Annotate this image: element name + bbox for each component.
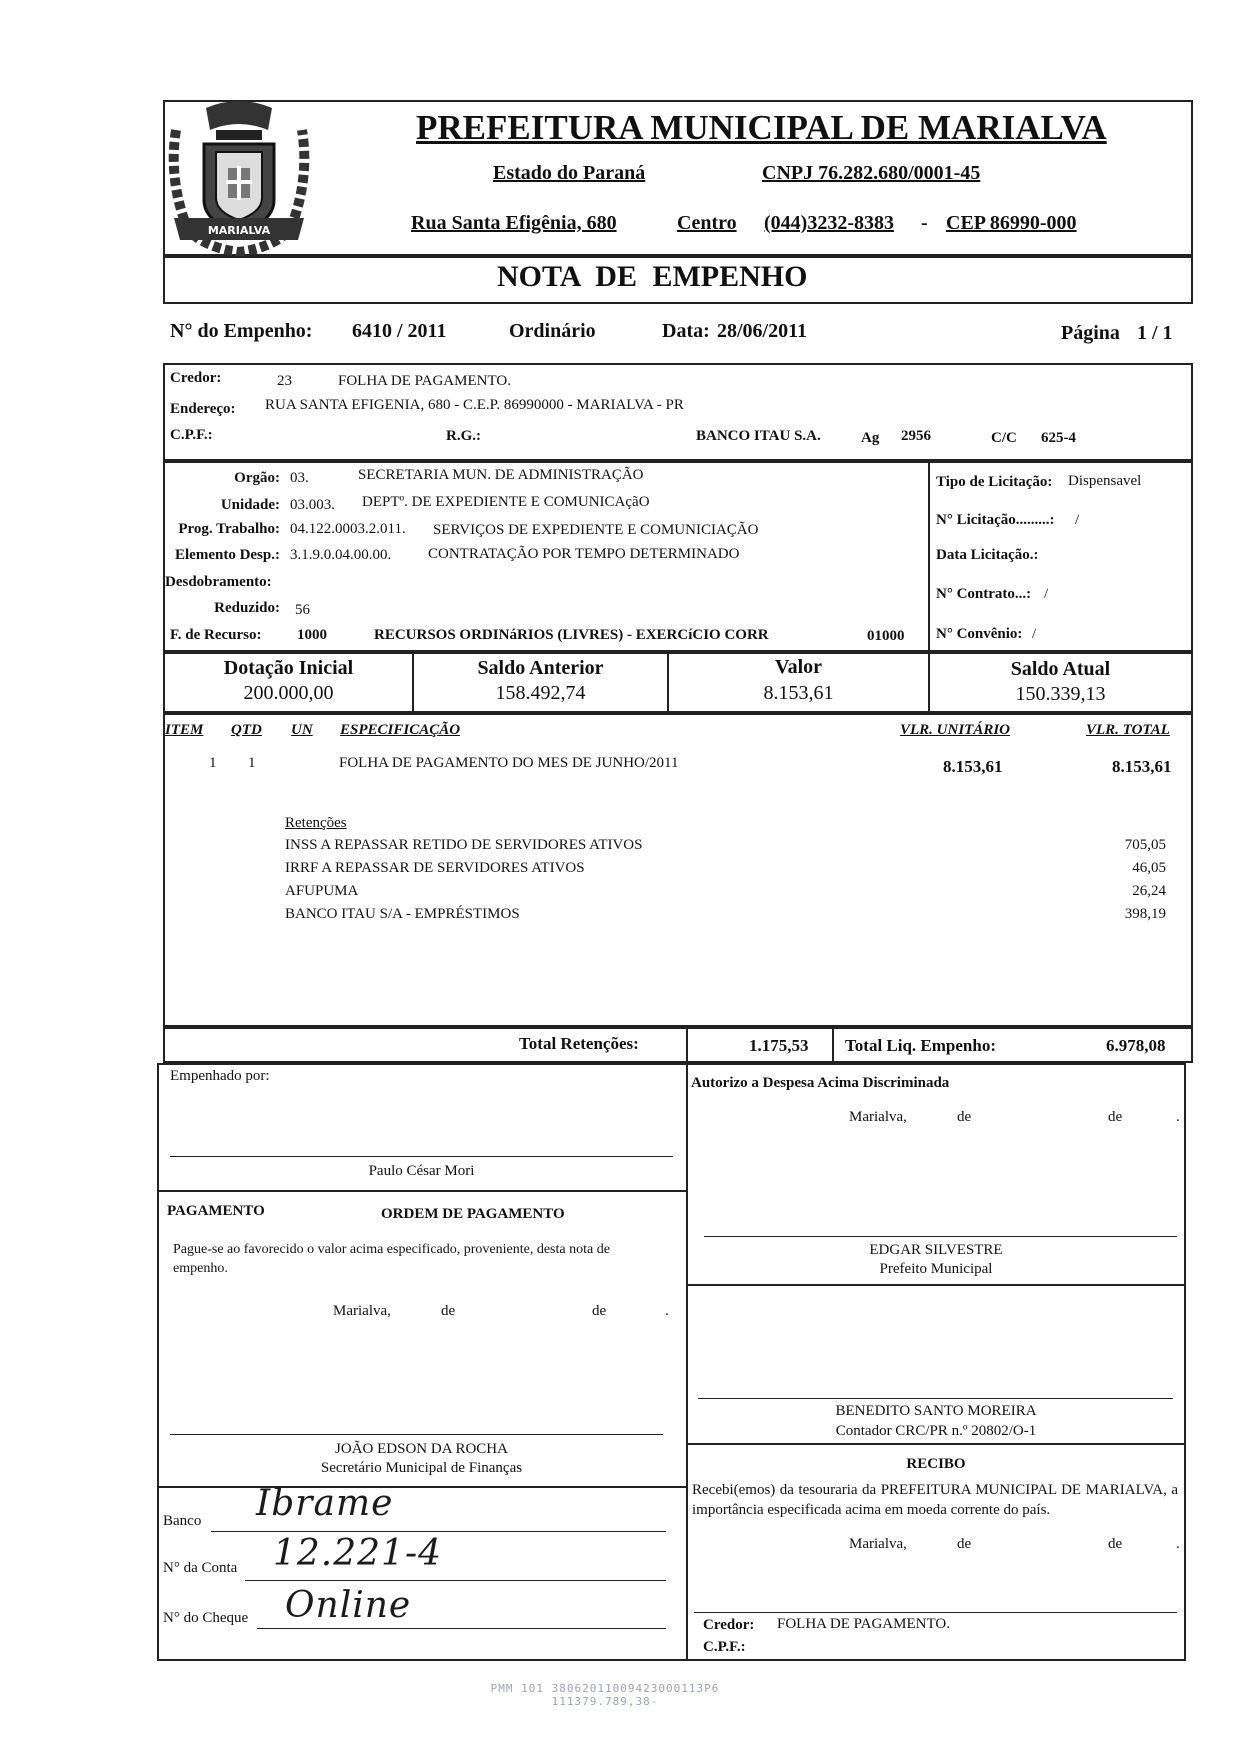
pagamento-de1: de <box>441 1303 456 1319</box>
empenho-type: Ordinário <box>509 320 596 342</box>
signature-line <box>698 1398 1173 1399</box>
elemento-code: 3.1.9.0.04.00.00. <box>290 547 392 563</box>
header-cnpj: CNPJ 76.282.680/0001-45 <box>762 162 981 184</box>
ag-number: 2956 <box>901 428 931 444</box>
mayor-name: EDGAR SILVESTRE <box>869 1242 1003 1258</box>
conta-label: N° da Conta <box>163 1560 238 1576</box>
autorizo-de2: de <box>1108 1109 1123 1125</box>
divider <box>686 1063 688 1661</box>
header-separator: - <box>921 212 928 234</box>
header-cep: CEP 86990-000 <box>946 212 1077 234</box>
recibo-credor-label: Credor: <box>703 1617 755 1633</box>
mayor-role: Prefeito Municipal <box>879 1261 993 1277</box>
signature-line <box>694 1612 1177 1613</box>
banco-handwriting: Ibrame <box>256 1483 394 1524</box>
col-espec: ESPECIFICAÇÃO <box>340 722 461 738</box>
conta-line <box>245 1580 666 1581</box>
autorizo-dot: . <box>1176 1109 1180 1125</box>
contrato-value: / <box>1044 586 1049 602</box>
valor-value: 8.153,61 <box>763 682 834 704</box>
conta-handwriting: 12.221-4 <box>273 1533 443 1574</box>
recurso-number: 01000 <box>867 628 905 644</box>
address-label: Endereço: <box>170 401 236 417</box>
total-liquido-label: Total Liq. Empenho: <box>845 1036 996 1055</box>
valor-label: Valor <box>774 656 823 678</box>
retencao-value: 398,19 <box>1124 906 1166 922</box>
credor-address: RUA SANTA EFIGENIA, 680 - C.E.P. 86990000 - MARIALVA - PR <box>265 397 684 413</box>
secretary-name: JOÃO EDSON DA ROCHA <box>335 1441 508 1457</box>
orgao-label: Orgão: <box>234 470 280 486</box>
col-vlr-total: VLR. TOTAL <box>1086 722 1170 738</box>
retencoes-title: Retenções <box>285 815 347 831</box>
retencao-value: 705,05 <box>1124 837 1166 853</box>
retencao-value: 26,24 <box>1132 883 1166 899</box>
header-state: Estado do Paraná <box>493 162 646 184</box>
reduzido-value: 56 <box>295 602 310 618</box>
licitacao-num-label: N° Licitação.........: <box>936 512 1055 528</box>
ag-label: Ag <box>861 430 880 446</box>
page-label: Página <box>1061 322 1120 344</box>
cc-number: 625-4 <box>1041 430 1076 446</box>
item-number: 1 <box>209 755 217 771</box>
empenho-number: 6410 / 2011 <box>352 320 447 342</box>
header-district: Centro <box>677 212 737 234</box>
rg-label: R.G.: <box>446 428 481 444</box>
contador-role: Contador CRC/PR n.º 20802/O-1 <box>835 1423 1037 1439</box>
licitacao-tipo: Dispensavel <box>1068 473 1142 489</box>
prog-label: Prog. Trabalho: <box>178 521 280 537</box>
item-total-value: 8.153,61 <box>1112 757 1172 776</box>
autorizo-city: Marialva, <box>849 1109 907 1125</box>
dotacao-value: 200.000,00 <box>243 682 334 704</box>
col-un: UN <box>291 722 313 738</box>
recurso-name: RECURSOS ORDINáRIOS (LIVRES) - EXERCíCIO CORR <box>374 627 769 643</box>
recibo-credor: FOLHA DE PAGAMENTO. <box>777 1616 950 1632</box>
doc-title: NOTA DE EMPENHO <box>497 260 808 293</box>
recurso-code: 1000 <box>297 627 327 643</box>
licitacao-data-label: Data Licitação.: <box>936 547 1039 563</box>
contrato-label: N° Contrato...: <box>936 586 1032 602</box>
cheque-label: N° do Cheque <box>163 1610 249 1626</box>
empenhado-label: Empenhado por: <box>170 1068 270 1084</box>
page-number: 1 / 1 <box>1137 322 1173 344</box>
signature-line <box>170 1156 673 1157</box>
credor-name: FOLHA DE PAGAMENTO. <box>338 373 511 389</box>
ordem-label: ORDEM DE PAGAMENTO <box>381 1206 565 1222</box>
banco-label: Banco <box>163 1513 202 1529</box>
col-qtd: QTD <box>231 722 262 738</box>
total-liquido-value: 6.978,08 <box>1106 1036 1166 1055</box>
item-unit-value: 8.153,61 <box>943 757 1003 776</box>
retencao-desc: INSS A REPASSAR RETIDO DE SERVIDORES ATIVOS <box>285 837 643 853</box>
recibo-text: Recebi(emos) da tesouraria da PREFEITURA MUNICIPAL DE MARIALVA, a importância especificada acima em moeda corrente do país. <box>692 1482 1178 1518</box>
anterior-value: 158.492,74 <box>495 682 586 704</box>
empenho-date: 28/06/2011 <box>717 320 808 342</box>
total-retencoes-label: Total Retenções: <box>519 1034 639 1053</box>
anterior-label: Saldo Anterior <box>477 657 604 679</box>
unidade-label: Unidade: <box>220 497 280 513</box>
cheque-line <box>257 1628 666 1629</box>
footer-code: PMM 101 38062011009423000113P6 111379.789,38- <box>490 1682 720 1708</box>
elemento-label: Elemento Desp.: <box>175 547 280 563</box>
licitacao-tipo-label: Tipo de Licitação: <box>936 474 1053 490</box>
col-item: ITEM <box>165 722 204 738</box>
municipal-seal-icon <box>166 100 312 258</box>
empenhado-name: Paulo César Mori <box>368 1163 475 1179</box>
reduzido-label: Reduzido: <box>214 600 280 616</box>
cpf-label: C.P.F.: <box>170 427 213 443</box>
divider <box>832 1027 834 1063</box>
retencao-desc: AFUPUMA <box>285 883 359 899</box>
header-address: Rua Santa Efigênia, 680 <box>411 212 617 234</box>
item-spec: FOLHA DE PAGAMENTO DO MES DE JUNHO/2011 <box>339 755 679 771</box>
signature-line <box>704 1236 1177 1237</box>
retencao-desc: BANCO ITAU S/A - EMPRÉSTIMOS <box>285 906 520 922</box>
pagamento-text: Pague-se ao favorecido o valor acima especificado, proveniente, desta nota de empenho. <box>173 1242 610 1276</box>
seal-text: MARIALVA <box>207 224 271 237</box>
item-qtd: 1 <box>248 755 256 771</box>
dotacao-label: Dotação Inicial <box>223 657 354 679</box>
retencao-value: 46,05 <box>1132 860 1166 876</box>
header-phone: (044)3232-8383 <box>764 212 894 234</box>
pagamento-label: PAGAMENTO <box>167 1203 265 1219</box>
totals-box <box>163 1027 1193 1063</box>
convenio-value: / <box>1032 626 1037 642</box>
autorizo-label: Autorizo a Despesa Acima Discriminada <box>691 1075 950 1091</box>
secretary-role: Secretário Municipal de Finanças <box>320 1460 523 1476</box>
total-retencoes-value: 1.175,53 <box>749 1036 809 1055</box>
elemento-name: CONTRATAÇÃO POR TEMPO DETERMINADO <box>428 546 740 562</box>
date-label: Data: <box>662 320 710 342</box>
atual-label: Saldo Atual <box>1010 658 1111 680</box>
cc-label: C/C <box>991 430 1017 446</box>
retencao-desc: IRRF A REPASSAR DE SERVIDORES ATIVOS <box>285 860 585 876</box>
orgao-code: 03. <box>290 470 309 486</box>
contador-name: BENEDITO SANTO MOREIRA <box>835 1403 1037 1419</box>
signature-line <box>170 1434 663 1435</box>
divider <box>686 1443 1186 1445</box>
orgao-name: SECRETARIA MUN. DE ADMINISTRAÇÃO <box>358 467 644 483</box>
desdobramento-label: Desdobramento: <box>165 574 272 590</box>
recurso-label: F. de Recurso: <box>170 627 262 643</box>
credor-label: Credor: <box>170 370 222 386</box>
empenho-label: N° do Empenho: <box>170 320 313 342</box>
prog-name: SERVIÇOS DE EXPEDIENTE E COMUNICIAÇÃO <box>433 522 759 538</box>
recibo-city: Marialva, <box>849 1536 907 1552</box>
recibo-dot: . <box>1176 1536 1180 1552</box>
credor-bank: BANCO ITAU S.A. <box>696 428 821 444</box>
licitacao-num: / <box>1075 512 1080 528</box>
recibo-title: RECIBO <box>906 1456 966 1472</box>
banco-line <box>211 1531 666 1532</box>
prog-code: 04.122.0003.2.011. <box>290 521 406 537</box>
divider <box>686 1284 1186 1286</box>
unidade-name: DEPTº. DE EXPEDIENTE E COMUNICAçãO <box>362 494 650 510</box>
pagamento-city: Marialva, <box>333 1303 391 1319</box>
header-title: PREFEITURA MUNICIPAL DE MARIALVA <box>416 108 1107 147</box>
divider <box>157 1486 686 1488</box>
recibo-de2: de <box>1108 1536 1123 1552</box>
recibo-cpf-label: C.P.F.: <box>703 1639 746 1655</box>
credor-code: 23 <box>277 373 292 389</box>
divider <box>157 1190 686 1192</box>
recibo-de1: de <box>957 1536 972 1552</box>
unidade-code: 03.003. <box>290 497 335 513</box>
divider <box>928 461 930 652</box>
autorizo-de1: de <box>957 1109 972 1125</box>
col-vlr-unit: VLR. UNITÁRIO <box>900 722 1011 738</box>
divider <box>686 1027 688 1063</box>
convenio-label: N° Convênio: <box>936 626 1023 642</box>
atual-value: 150.339,13 <box>1015 683 1106 705</box>
cheque-handwriting: Online <box>285 1585 412 1626</box>
pagamento-de2: de <box>592 1303 607 1319</box>
pagamento-dot: . <box>665 1303 669 1319</box>
